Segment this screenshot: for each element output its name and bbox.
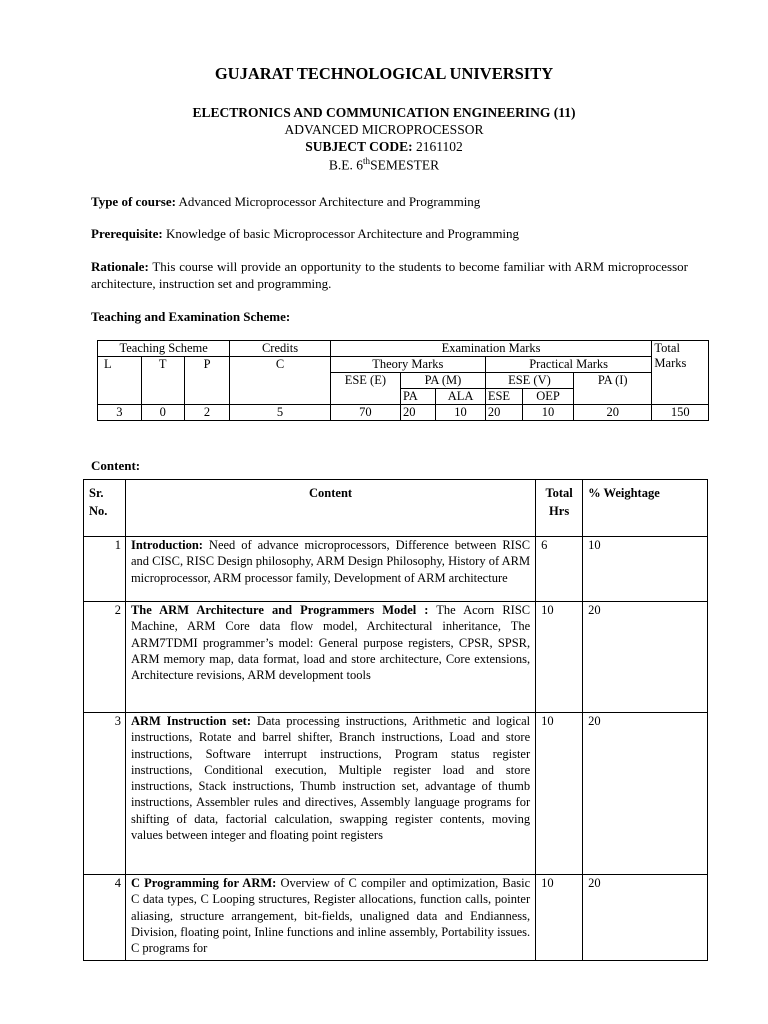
credits-header: Credits — [230, 341, 330, 357]
practical-marks-header: Practical Marks — [485, 357, 652, 373]
col-content-header: Content — [125, 480, 535, 537]
semester-prefix: B.E. 6 — [328, 157, 364, 173]
row-text: Overview of C compiler and optimization, Basic C data types, C Looping structures, Register allocations, function calls, pointer aliasing, structure arrangement, bit-fields, unaligned data and Endianness, Division, floating point, Inline functions and inline assembly, Portability issues. C programs for — [130, 876, 531, 956]
row-text: Data processing instructions, Arithmetic and logical instructions, Rotate and barrel shifter, Branch instructions, Load and store instructions, Software interrupt instructions, Program status register instructions, Conditional execution, Multiple register load and store instructions, Stack instructions, Thumb instruction set, advantage of thumb instructions, Assembler rules and directives, Assembly language programs for shifting of data, factorial calculation, swapping register contents, moving values between integer and floating point registers — [130, 714, 531, 843]
pa-i-header: PA (I) — [574, 373, 652, 405]
col-hrs-header: Total Hrs — [536, 480, 583, 537]
subject-code-value: 2161102 — [416, 139, 463, 154]
col-sr-header: Sr. No. — [84, 480, 126, 537]
row-text: The Acorn RISC Machine, ARM Core data flow model, Architectural inheritance, The ARM7TDMI programmer’s model: General purpose registers, CPSR, SPSR, ARM memory map, data format, load and store architecture, Core extensions, Architecture revisions, ARM development tools — [130, 603, 531, 683]
p-header: P — [184, 357, 230, 405]
table-row — [84, 537, 708, 602]
l-value: 3 — [98, 405, 142, 421]
total-value: 150 — [652, 405, 709, 421]
prerequisite-label: Prerequisite: — [91, 226, 163, 241]
row-content — [125, 602, 535, 713]
row-title: The ARM Architecture and Programmers Model : — [130, 603, 429, 617]
row-hrs: 10 — [536, 713, 583, 875]
col-weight-header: % Weightage — [583, 480, 708, 537]
course-type-label: Type of course: — [91, 194, 176, 209]
total-marks-header: Total Marks — [652, 341, 709, 405]
scheme-table — [97, 340, 709, 421]
content-table — [83, 479, 708, 961]
prerequisite — [91, 225, 688, 242]
row-content — [125, 713, 535, 875]
pa-header: PA — [401, 389, 436, 405]
row-sr: 3 — [84, 713, 126, 875]
row-weight: 20 — [583, 602, 708, 713]
university-title: GUJARAT TECHNOLOGICAL UNIVERSITY — [214, 64, 554, 83]
course-type — [91, 193, 688, 210]
rationale — [91, 258, 688, 292]
semester — [0, 156, 768, 174]
theory-marks-header: Theory Marks — [330, 357, 485, 373]
pa-i-value: 20 — [574, 405, 652, 421]
row-text: Need of advance microprocessors, Difference between RISC and CISC, RISC Design philosophy, ARM Design Philosophy, History of ARM microprocessor, ARM processor family, Development of ARM architecture — [130, 538, 531, 585]
ese-v-header: ESE (V) — [485, 373, 573, 389]
row-hrs: 10 — [536, 602, 583, 713]
row-hrs: 6 — [536, 537, 583, 602]
ese-e-header: ESE (E) — [330, 373, 400, 405]
prerequisite-value: Knowledge of basic Microprocessor Architecture and Programming — [165, 226, 520, 241]
row-weight: 20 — [583, 713, 708, 875]
ese-value: 20 — [485, 405, 522, 421]
row-hrs: 10 — [536, 875, 583, 961]
row-title: Introduction: — [130, 538, 203, 552]
ese-e-value: 70 — [330, 405, 400, 421]
course-type-value: Advanced Microprocessor Architecture and Programming — [178, 194, 481, 209]
rationale-value: This course will provide an opportunity to the students to become familiar with ARM microprocessor architecture, instruction set and programming. — [91, 259, 688, 291]
ala-header: ALA — [436, 389, 486, 405]
oep-header: OEP — [523, 389, 574, 405]
pa-m-header: PA (M) — [401, 373, 486, 389]
row-sr: 4 — [84, 875, 126, 961]
row-title: C Programming for ARM: — [130, 876, 277, 890]
scheme-heading: Teaching and Examination Scheme: — [91, 309, 291, 324]
c-header: C — [230, 357, 330, 405]
row-sr: 1 — [84, 537, 126, 602]
t-value: 0 — [141, 405, 184, 421]
table-row — [84, 875, 708, 961]
teaching-scheme-header: Teaching Scheme — [98, 341, 230, 357]
ese-header: ESE — [485, 389, 522, 405]
semester-suffix: SEMESTER — [370, 157, 440, 173]
p-value: 2 — [184, 405, 230, 421]
oep-value: 10 — [523, 405, 574, 421]
l-header: L — [98, 357, 142, 405]
content-heading: Content: — [91, 458, 141, 473]
exam-marks-header: Examination Marks — [330, 341, 652, 357]
subject-title: ADVANCED MICROPROCESSOR — [284, 122, 484, 137]
subject-code — [0, 139, 768, 155]
row-content — [125, 537, 535, 602]
row-sr: 2 — [84, 602, 126, 713]
semester-sup: th — [363, 156, 371, 166]
subject-code-label: SUBJECT CODE: — [305, 139, 413, 154]
c-value: 5 — [230, 405, 330, 421]
rationale-label: Rationale: — [91, 259, 149, 274]
table-row — [84, 713, 708, 875]
pa-value: 20 — [401, 405, 436, 421]
row-weight: 10 — [583, 537, 708, 602]
t-header: T — [141, 357, 184, 405]
row-weight: 20 — [583, 875, 708, 961]
department-title: ELECTRONICS AND COMMUNICATION ENGINEERING (11) — [192, 105, 576, 120]
row-content — [125, 875, 535, 961]
ala-value: 10 — [436, 405, 486, 421]
table-row — [84, 602, 708, 713]
row-title: ARM Instruction set: — [130, 714, 251, 728]
